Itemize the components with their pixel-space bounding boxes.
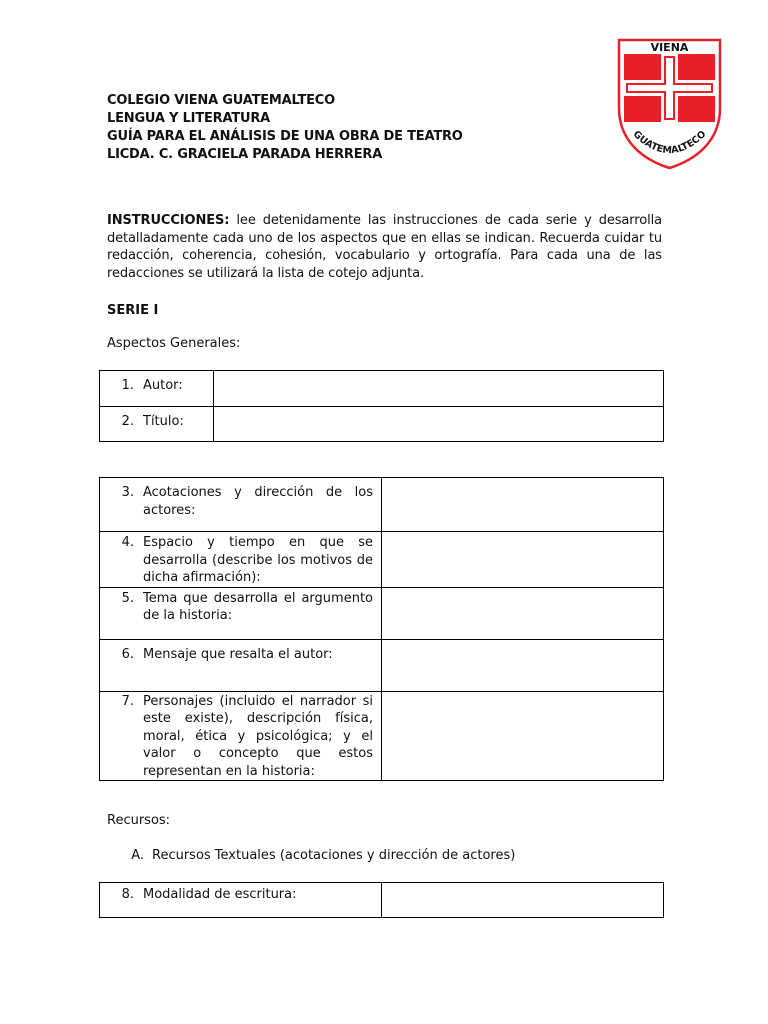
item-text: Recursos Textuales (acotaciones y dirección de actores): [152, 848, 516, 863]
resources-table: [99, 882, 664, 918]
instructions-label: INSTRUCCIONES:: [107, 213, 230, 228]
answer-cell-title[interactable]: [214, 407, 664, 442]
row-label: Mensaje que resalta el autor:: [143, 646, 333, 662]
row-number: 7.: [121, 693, 134, 709]
table-row: [100, 883, 664, 918]
row-label: Modalidad de escritura:: [143, 887, 297, 902]
answer-cell[interactable]: [382, 691, 664, 781]
logo-arc-text: GUATEMALTECO: [630, 128, 709, 157]
answer-cell-author[interactable]: [214, 371, 664, 407]
resources-item-a: [107, 848, 515, 863]
table-row: [100, 691, 664, 781]
row-number: 1.: [121, 378, 134, 393]
answer-cell[interactable]: [382, 883, 664, 918]
row-label: Espacio y tiempo en que se desarrolla (describe los motivos de dicha afirmación):: [143, 535, 373, 585]
document-header: [107, 92, 463, 164]
table-row: [100, 587, 664, 639]
teacher-name: LICDA. C. GRACIELA PARADA HERRERA: [107, 147, 383, 162]
row-label: Personajes (incluido el narrador si este existe), descripción física, moral, ética y psicológica; y el valor o concepto que estos representan en la historia:: [143, 693, 373, 779]
guide-title: GUÍA PARA EL ANÁLISIS DE UNA OBRA DE TEATRO: [107, 129, 463, 144]
serie-heading: SERIE I: [107, 303, 159, 318]
subject-name: LENGUA Y LITERATURA: [107, 111, 271, 126]
instructions-text: lee detenidamente las instrucciones de cada serie y desarrolla detalladamente cada uno de los aspectos que en ellas se indican. Recuerda cuidar tu redacción, coherencia, cohesión, vocabulario y ortografía. Para cada una de las redacciones se utilizará la lista de cotejo adjunta.: [107, 213, 662, 281]
logo-top-text: VIENA: [650, 41, 689, 54]
table-row: [100, 407, 664, 442]
school-crest-logo: [617, 38, 722, 170]
table-row: [100, 639, 664, 691]
table-row: [100, 371, 664, 407]
answer-cell[interactable]: [382, 478, 664, 532]
analysis-table: [99, 477, 664, 781]
general-aspects-table: [99, 370, 664, 442]
row-label: Tema que desarrolla el argumento de la historia:: [143, 590, 373, 623]
row-number: 2.: [121, 414, 134, 429]
row-number: 5.: [121, 590, 134, 606]
answer-cell[interactable]: [382, 639, 664, 691]
row-label: Título:: [143, 414, 184, 429]
row-number: 6.: [121, 646, 134, 662]
row-number: 4.: [121, 535, 134, 550]
row-number: 8.: [121, 887, 134, 902]
row-label: Acotaciones y dirección de los actores:: [143, 485, 373, 518]
row-number: 3.: [121, 485, 134, 500]
item-letter: A.: [131, 848, 144, 863]
general-aspects-heading: Aspectos Generales:: [107, 336, 241, 351]
resources-heading: Recursos:: [107, 813, 171, 828]
answer-cell[interactable]: [382, 532, 664, 588]
table-row: [100, 478, 664, 532]
instructions-paragraph: [107, 212, 662, 282]
school-name: COLEGIO VIENA GUATEMALTECO: [107, 93, 335, 108]
table-row: [100, 532, 664, 588]
answer-cell[interactable]: [382, 587, 664, 639]
row-label: Autor:: [143, 378, 183, 393]
